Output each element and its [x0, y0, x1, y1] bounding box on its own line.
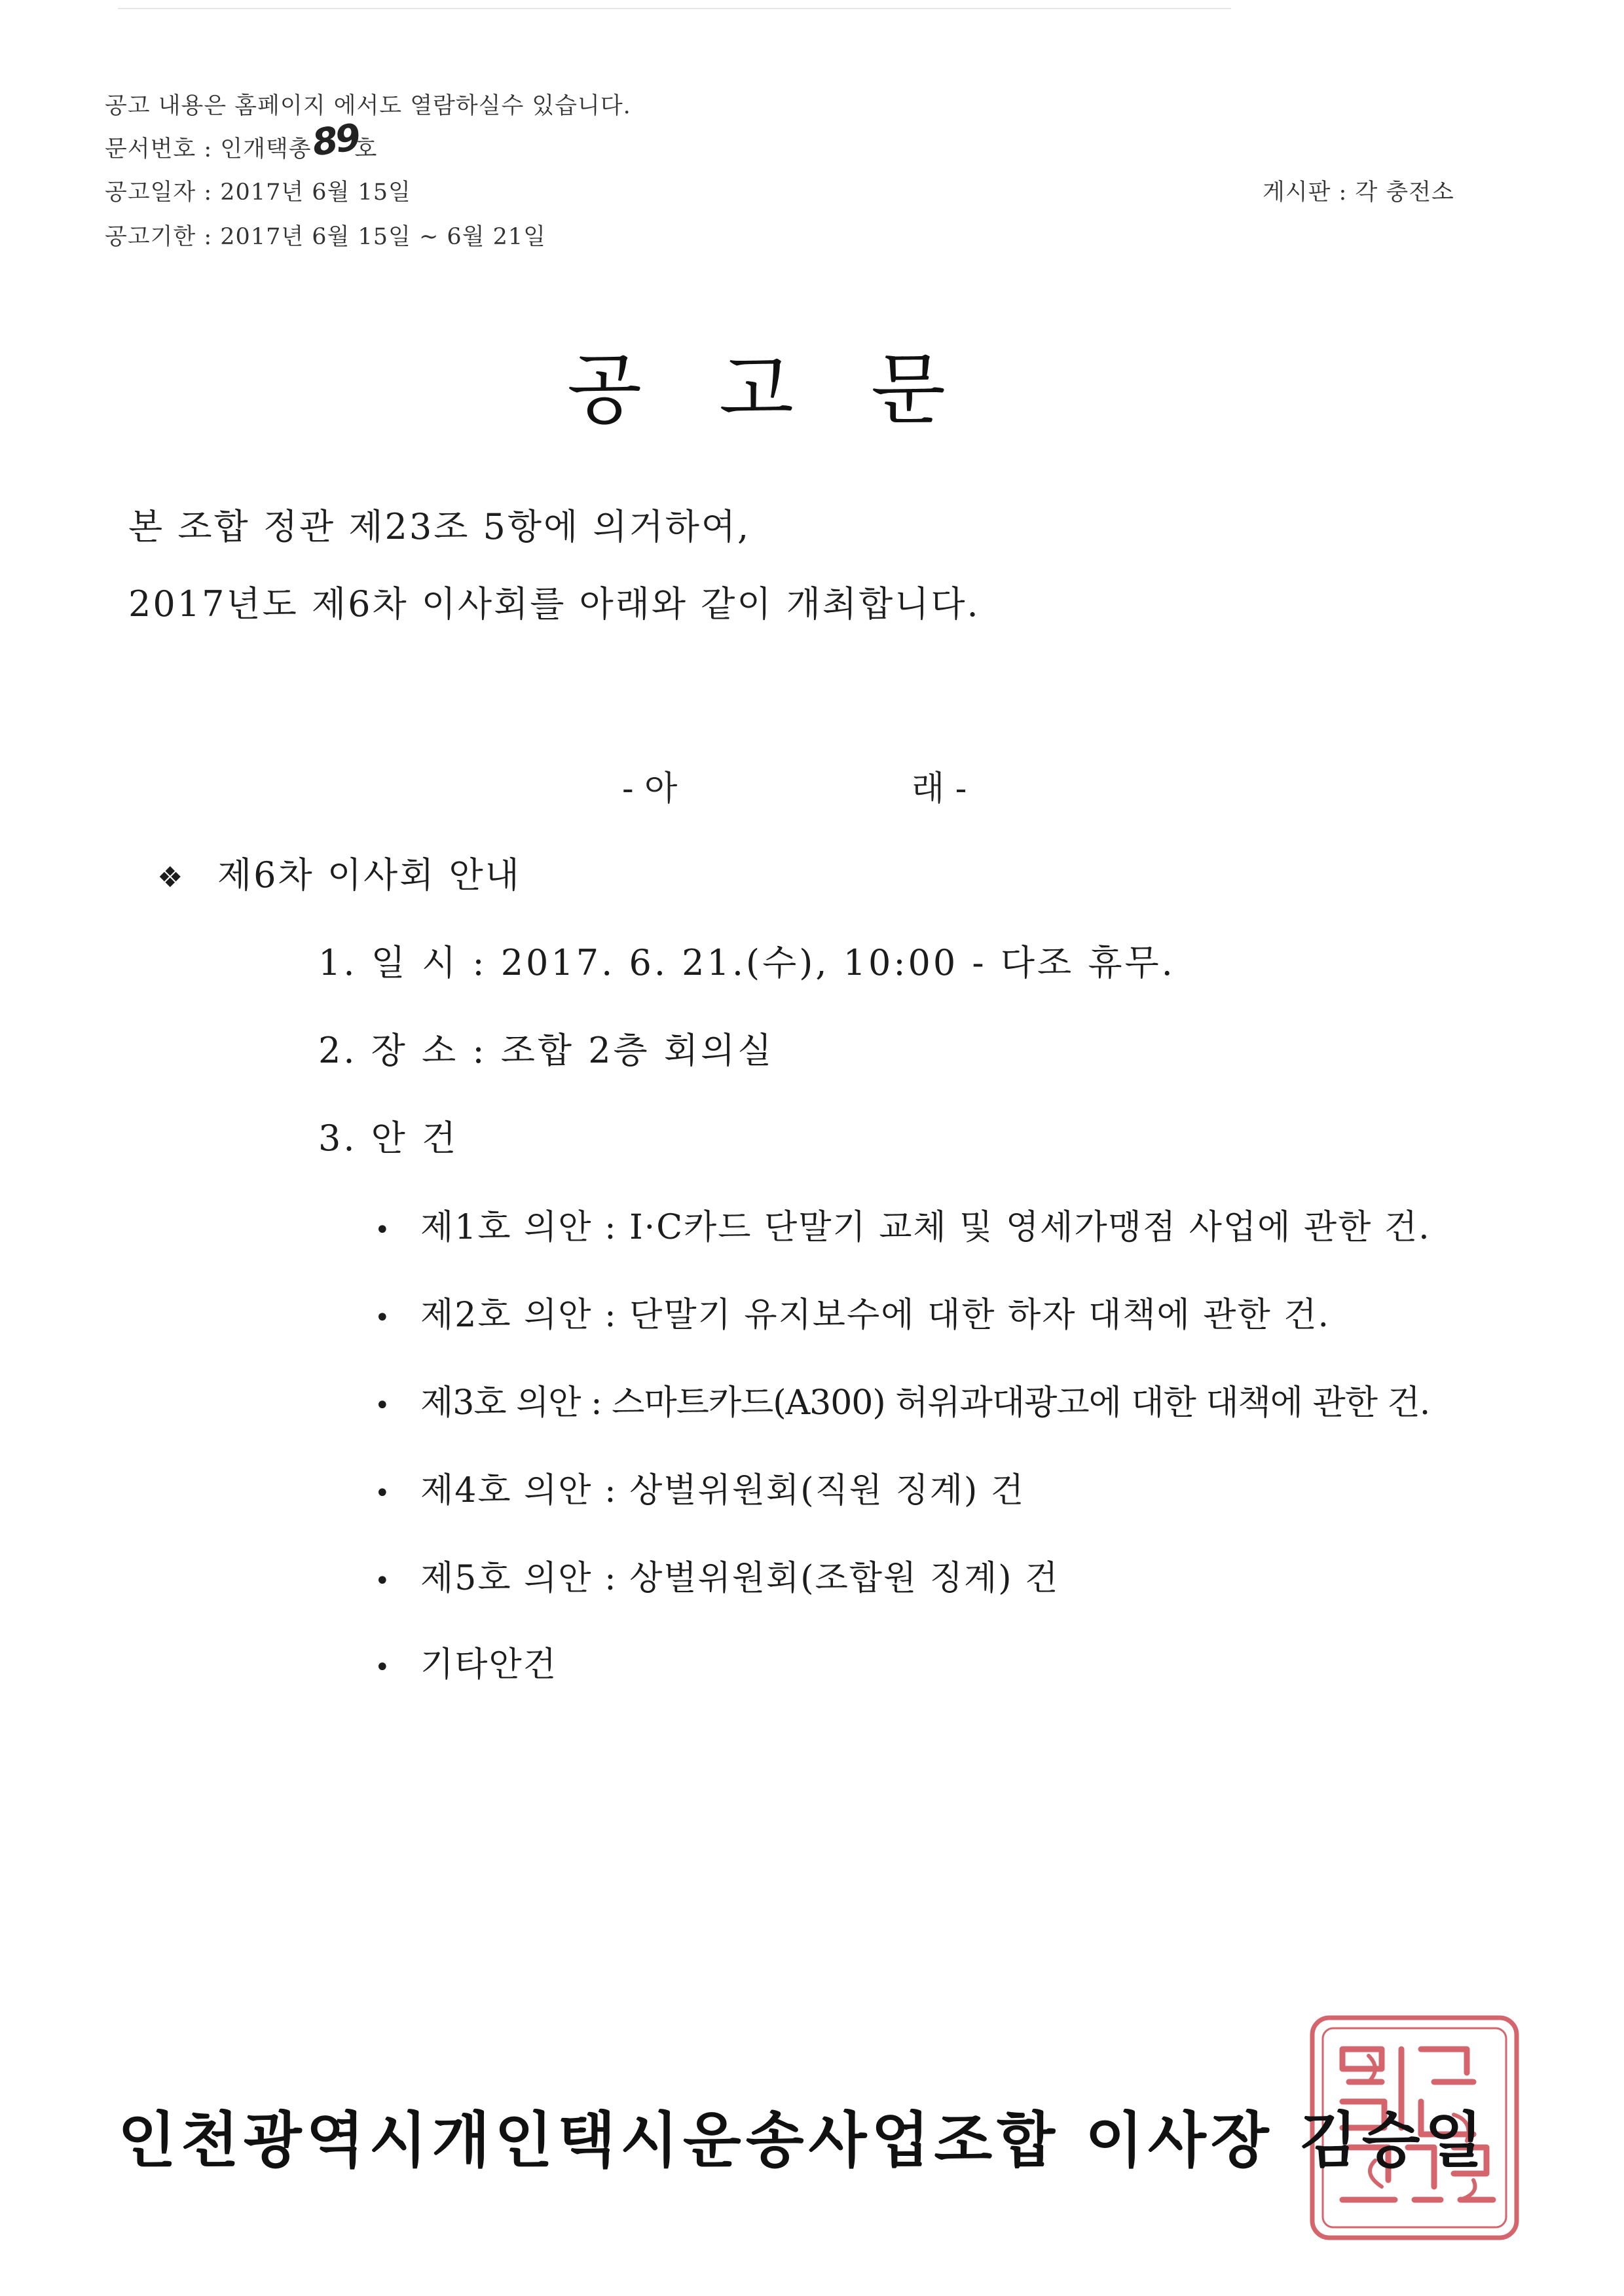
agenda-heading: 3. 안 건: [318, 1118, 459, 1159]
bulletin-board: 게시판 : 각 충전소: [1263, 179, 1454, 206]
agenda-item-text: 제3호 의안 : 스마트카드(A300) 허위과대광고에 대한 대책에 관한 건.: [420, 1383, 1430, 1423]
agenda-item-text: 제2호 의안 : 단말기 유지보수에 대한 하자 대책에 관한 건.: [420, 1296, 1331, 1335]
notice-date: 공고일자 : 2017년 6월 15일: [105, 179, 411, 206]
bullet-icon: •: [375, 1566, 392, 1596]
agenda-item-text: 제4호 의안 : 상벌위원회(직원 징계) 건: [420, 1471, 1025, 1510]
agenda-item-text: 기타안건: [420, 1645, 557, 1685]
agenda-item: [375, 1199, 1431, 1248]
section-heading: [157, 847, 521, 898]
intro-line-2: 2017년도 제6차 이사회를 아래와 같이 개최합니다.: [128, 583, 980, 625]
bullet-icon: •: [375, 1215, 392, 1245]
below-heading-left: - 아: [622, 769, 678, 809]
agenda-item: [375, 1463, 1025, 1512]
notice-period: 공고기한 : 2017년 6월 15일 ~ 6월 21일: [105, 224, 546, 250]
section-title: 제6차 이사회 안내: [217, 854, 521, 896]
agenda-item-text: 제1호 의안 : I·C카드 단말기 교체 및 영세가맹점 사업에 관한 건.: [420, 1208, 1431, 1247]
bullet-icon: •: [375, 1652, 392, 1683]
page-title: 공고문: [567, 344, 1023, 435]
document-number-suffix: 호: [354, 136, 378, 162]
agenda-item: [375, 1287, 1330, 1336]
handwritten-document-number: 89: [309, 116, 361, 165]
agenda-item: [375, 1375, 1430, 1424]
document-number: [105, 116, 378, 165]
homepage-notice: 공고 내용은 홈페이지 에서도 열람하실수 있습니다.: [105, 93, 631, 119]
agenda-item: [375, 1637, 557, 1686]
document-number-label: 문서번호 : 인개택총: [105, 136, 312, 162]
bullet-icon: •: [375, 1391, 392, 1421]
below-heading-right: 래 -: [912, 769, 967, 809]
signature-line: 인천광역시개인택시운송사업조합 이사장 김승일: [118, 2105, 1488, 2176]
agenda-item: [375, 1550, 1059, 1599]
bullet-icon: •: [375, 1303, 392, 1333]
meeting-place: 2. 장 소 : 조합 2층 회의실: [318, 1030, 775, 1071]
intro-line-1: 본 조합 정관 제23조 5항에 의거하여,: [128, 506, 751, 547]
agenda-item-text: 제5호 의안 : 상벌위원회(조합원 징계) 건: [420, 1559, 1060, 1598]
meeting-datetime: 1. 일 시 : 2017. 6. 21.(수), 10:00 - 다조 휴무.: [318, 942, 1175, 983]
bullet-icon: •: [375, 1478, 392, 1508]
scan-edge-line: [118, 8, 1231, 9]
diamond-icon: ❖: [157, 861, 185, 894]
